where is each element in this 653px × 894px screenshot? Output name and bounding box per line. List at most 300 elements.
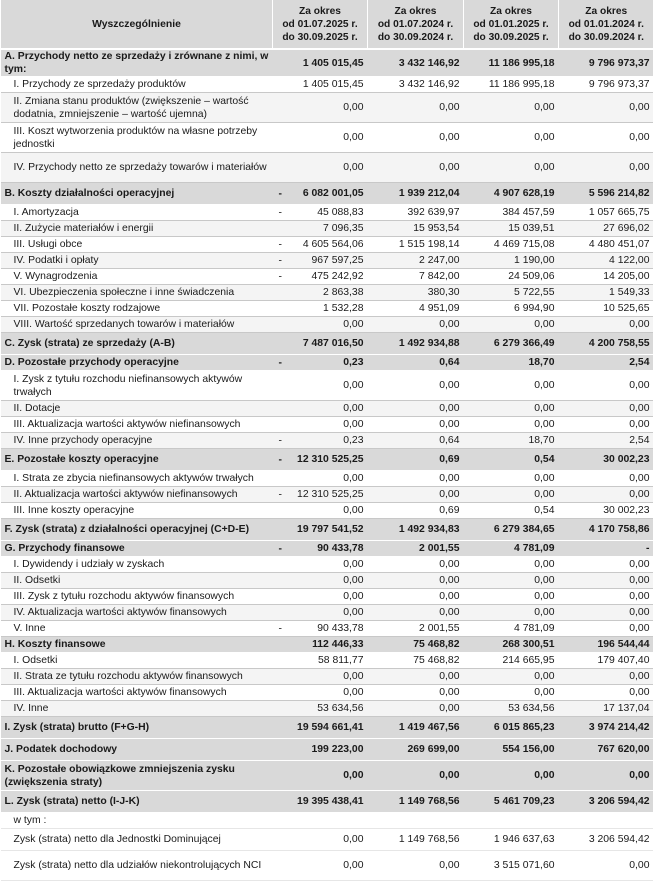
value-text: 380,30 — [427, 287, 460, 298]
value-text: 0,00 — [629, 473, 650, 484]
row-label: Zysk (strata) netto dla udziałów niekontrolujących NCI — [1, 851, 273, 881]
value-text: 0,00 — [534, 403, 555, 414]
table-row — [1, 205, 653, 221]
value-text: 0,00 — [343, 162, 364, 173]
header-period-9m-2024: Za okres od 01.01.2024 r. do 30.09.2024 r. — [559, 0, 653, 49]
value-text: 0,00 — [629, 380, 650, 391]
value-text: 6 279 384,65 — [493, 524, 555, 535]
value-cell — [273, 355, 368, 371]
row-label: G. Przychody finansowe — [1, 541, 273, 557]
value-text: 30 002,23 — [603, 505, 650, 516]
value-text: 7 842,00 — [419, 271, 460, 282]
row-label: I. Zysk z tytułu rozchodu niefinansowych aktywów trwałych — [1, 371, 273, 401]
value-text: 1 492 934,88 — [398, 338, 460, 349]
minus-sign: - — [278, 239, 282, 250]
value-cell — [273, 433, 368, 449]
value-text: 0,00 — [629, 132, 650, 143]
value-cell — [368, 653, 464, 669]
row-label: VII. Pozostałe koszty rodzajowe — [1, 301, 273, 317]
value-cell — [368, 471, 464, 487]
value-text: 0,00 — [534, 473, 555, 484]
value-cell — [273, 417, 368, 433]
value-cell — [368, 519, 464, 541]
value-text: 0,00 — [343, 860, 364, 871]
value-cell — [464, 503, 559, 519]
value-cell — [464, 701, 559, 717]
value-cell — [273, 123, 368, 153]
value-text: 0,00 — [343, 575, 364, 586]
value-cell — [368, 355, 464, 371]
value-text: 19 797 541,52 — [297, 524, 364, 535]
section-row — [1, 183, 653, 205]
value-cell — [464, 269, 559, 285]
value-cell — [559, 49, 653, 77]
value-text: 19 594 661,41 — [297, 722, 364, 733]
value-text: 2 247,00 — [419, 255, 460, 266]
value-cell — [559, 333, 653, 355]
value-text: 0,00 — [439, 575, 460, 586]
value-cell — [273, 717, 368, 739]
value-text: 0,00 — [534, 419, 555, 430]
value-text: 0,00 — [343, 834, 364, 845]
value-text: 0,00 — [534, 559, 555, 570]
value-text: 0,00 — [343, 671, 364, 682]
row-label: II. Zużycie materiałów i energii — [1, 221, 273, 237]
value-text: 1 057 665,75 — [588, 207, 650, 218]
value-cell — [559, 701, 653, 717]
value-cell — [464, 717, 559, 739]
value-text: 15 953,54 — [413, 223, 460, 234]
value-text: 3 206 594,42 — [588, 834, 650, 845]
value-cell — [368, 123, 464, 153]
value-cell — [559, 417, 653, 433]
table-row — [1, 417, 653, 433]
value-text: 53 634,56 — [508, 703, 555, 714]
value-text: 0,69 — [439, 454, 460, 465]
value-cell — [368, 153, 464, 183]
row-label: A. Przychody netto ze sprzedaży i zrównane z nimi, w tym: — [1, 49, 273, 77]
value-text: 1 190,00 — [514, 255, 555, 266]
value-cell — [368, 829, 464, 851]
value-cell — [368, 183, 464, 205]
value-text: 1 515 198,14 — [398, 239, 460, 250]
row-label: II. Dotacje — [1, 401, 273, 417]
value-cell — [464, 685, 559, 701]
value-cell — [464, 637, 559, 653]
table-row — [1, 371, 653, 401]
value-cell — [368, 285, 464, 301]
row-label: IV. Inne przychody operacyjne — [1, 433, 273, 449]
value-text: 0,00 — [629, 489, 650, 500]
value-text: 1 939 212,04 — [398, 188, 460, 199]
value-cell — [559, 471, 653, 487]
value-text: 2,54 — [629, 357, 650, 368]
section-row — [1, 739, 653, 761]
value-text: 0,00 — [629, 671, 650, 682]
minus-sign: - — [278, 255, 282, 266]
value-cell — [559, 77, 653, 93]
table-row — [1, 285, 653, 301]
value-cell — [559, 573, 653, 589]
value-cell — [273, 621, 368, 637]
value-text: 1 946 637,63 — [493, 834, 555, 845]
value-cell — [273, 573, 368, 589]
value-text: 384 457,59 — [502, 207, 555, 218]
value-text: 1 405 015,45 — [302, 57, 364, 69]
value-cell — [368, 701, 464, 717]
table-row — [1, 589, 653, 605]
row-label: IV. Podatki i opłaty — [1, 253, 273, 269]
value-text: 0,00 — [534, 607, 555, 618]
header-period-q3-2024: Za okres od 01.07.2024 r. do 30.09.2024 r. — [368, 0, 464, 49]
value-text: 0,00 — [343, 687, 364, 698]
row-label: E. Pozostałe koszty operacyjne — [1, 449, 273, 471]
row-label: III. Usługi obce — [1, 237, 273, 253]
value-text: 19 395 438,41 — [297, 796, 364, 807]
value-cell — [273, 829, 368, 851]
row-label: I. Odsetki — [1, 653, 273, 669]
value-text: 179 407,40 — [597, 655, 650, 666]
value-text: - — [646, 543, 650, 554]
value-cell — [368, 637, 464, 653]
value-text: 30 002,23 — [603, 454, 650, 465]
value-cell — [273, 269, 368, 285]
value-text: 3 432 146,92 — [398, 57, 460, 69]
value-text: 0,00 — [439, 403, 460, 414]
value-text: 2 001,55 — [419, 623, 460, 634]
value-text: 12 310 525,25 — [297, 454, 364, 465]
value-cell — [368, 487, 464, 503]
value-text: 9 796 973,37 — [588, 79, 650, 90]
value-text: 1 419 467,56 — [398, 722, 460, 733]
row-label: III. Aktualizacja wartości aktywów niefinansowych — [1, 417, 273, 433]
value-cell — [464, 333, 559, 355]
value-cell — [273, 503, 368, 519]
value-text: 2 001,55 — [419, 543, 460, 554]
value-cell — [368, 813, 464, 829]
row-label: III. Aktualizacja wartości aktywów finansowych — [1, 685, 273, 701]
value-cell — [368, 401, 464, 417]
value-cell — [559, 221, 653, 237]
value-text: 0,00 — [343, 473, 364, 484]
value-cell — [368, 417, 464, 433]
value-text: 3 206 594,42 — [588, 796, 650, 807]
row-label: IV. Przychody netto ze sprzedaży towarów i materiałów — [1, 153, 273, 183]
value-text: 0,00 — [343, 319, 364, 330]
value-text: 0,00 — [629, 770, 650, 781]
table-row — [1, 221, 653, 237]
value-text: 0,00 — [439, 132, 460, 143]
value-text: 0,00 — [534, 162, 555, 173]
value-text: 11 186 995,18 — [488, 79, 555, 90]
header-row — [1, 0, 653, 49]
value-text: 1 549,33 — [609, 287, 650, 298]
section-row — [1, 791, 653, 813]
row-label: II. Aktualizacja wartości aktywów niefinansowych — [1, 487, 273, 503]
value-cell — [559, 269, 653, 285]
value-text: 0,00 — [343, 607, 364, 618]
table-row — [1, 669, 653, 685]
row-label: I. Dywidendy i udziały w zyskach — [1, 557, 273, 573]
value-cell — [464, 301, 559, 317]
minus-sign: - — [278, 207, 282, 218]
value-cell — [464, 253, 559, 269]
value-cell — [559, 851, 653, 881]
value-text: 0,23 — [343, 435, 364, 446]
value-text: 0,00 — [343, 770, 364, 781]
value-cell — [464, 557, 559, 573]
table-row — [1, 237, 653, 253]
value-cell — [559, 637, 653, 653]
value-cell — [559, 653, 653, 669]
value-cell — [368, 851, 464, 881]
value-text: 0,00 — [629, 162, 650, 173]
table-row — [1, 813, 653, 829]
value-text: 0,00 — [439, 703, 460, 714]
value-text: 0,00 — [534, 102, 555, 113]
value-cell — [559, 669, 653, 685]
value-text: 0,00 — [629, 102, 650, 113]
table-row — [1, 269, 653, 285]
value-cell — [464, 401, 559, 417]
value-text: 3 515 071,60 — [493, 860, 555, 871]
table-row — [1, 701, 653, 717]
value-text: 24 509,06 — [508, 271, 555, 282]
row-label: III. Inne koszty operacyjne — [1, 503, 273, 519]
value-text: 90 433,78 — [317, 543, 364, 554]
value-cell — [464, 285, 559, 301]
value-cell — [368, 205, 464, 221]
value-text: 0,00 — [439, 591, 460, 602]
value-cell — [368, 541, 464, 557]
section-row — [1, 761, 653, 791]
value-text: 269 699,00 — [407, 744, 460, 755]
value-cell — [368, 371, 464, 401]
table-row — [1, 153, 653, 183]
value-text: 90 433,78 — [317, 623, 364, 634]
value-cell — [273, 605, 368, 621]
value-cell — [464, 851, 559, 881]
value-cell — [368, 93, 464, 123]
value-text: 45 088,83 — [317, 207, 364, 218]
value-cell — [559, 605, 653, 621]
value-text: 0,00 — [629, 607, 650, 618]
table-row — [1, 851, 653, 881]
value-cell — [559, 519, 653, 541]
value-cell — [273, 371, 368, 401]
value-text: 0,00 — [629, 623, 650, 634]
value-cell — [368, 685, 464, 701]
minus-sign: - — [278, 271, 282, 282]
value-cell — [273, 851, 368, 881]
value-cell — [559, 153, 653, 183]
value-cell — [559, 541, 653, 557]
value-text: 75 468,82 — [413, 639, 460, 650]
value-cell — [368, 253, 464, 269]
value-cell — [464, 371, 559, 401]
table-row — [1, 471, 653, 487]
row-label: Zysk (strata) netto dla Jednostki Dominującej — [1, 829, 273, 851]
row-label: V. Inne — [1, 621, 273, 637]
value-cell — [368, 573, 464, 589]
value-cell — [559, 205, 653, 221]
table-row — [1, 93, 653, 123]
value-cell — [559, 589, 653, 605]
value-cell — [368, 761, 464, 791]
value-text: 0,00 — [629, 419, 650, 430]
table-row — [1, 685, 653, 701]
value-text: 0,54 — [534, 505, 555, 516]
value-cell — [368, 49, 464, 77]
row-label: II. Zmiana stanu produktów (zwiększenie – wartość dodatnia, zmniejszenie – wartość ujemna) — [1, 93, 273, 123]
value-cell — [559, 717, 653, 739]
table-row — [1, 301, 653, 317]
value-text: 4 781,09 — [514, 623, 555, 634]
value-cell — [368, 557, 464, 573]
value-cell — [368, 739, 464, 761]
table-row — [1, 487, 653, 503]
value-text: 0,23 — [343, 357, 364, 368]
value-text: 17 137,04 — [603, 703, 650, 714]
value-text: 1 492 934,83 — [398, 524, 460, 535]
value-text: 4 170 758,86 — [588, 524, 650, 535]
value-text: 75 468,82 — [413, 655, 460, 666]
value-cell — [559, 285, 653, 301]
value-cell — [273, 637, 368, 653]
value-text: 14 205,00 — [603, 271, 650, 282]
value-text: 5 596 214,82 — [588, 188, 650, 199]
value-text: 0,00 — [534, 687, 555, 698]
value-text: 0,00 — [534, 770, 555, 781]
value-cell — [559, 317, 653, 333]
table-row — [1, 605, 653, 621]
value-text: 7 487 016,50 — [302, 338, 364, 349]
value-cell — [273, 153, 368, 183]
value-text: 0,00 — [629, 319, 650, 330]
value-cell — [273, 253, 368, 269]
section-row — [1, 717, 653, 739]
section-row — [1, 519, 653, 541]
value-text: 0,00 — [629, 591, 650, 602]
value-cell — [368, 669, 464, 685]
value-text: 0,00 — [439, 319, 460, 330]
value-text: 0,00 — [439, 419, 460, 430]
value-cell — [464, 93, 559, 123]
minus-sign: - — [278, 357, 282, 368]
value-text: 2 863,38 — [323, 287, 364, 298]
value-text: 0,00 — [439, 607, 460, 618]
value-text: 196 544,44 — [597, 639, 650, 650]
value-cell — [464, 653, 559, 669]
value-cell — [273, 761, 368, 791]
value-cell — [273, 541, 368, 557]
value-cell — [464, 669, 559, 685]
value-cell — [368, 791, 464, 813]
value-cell — [368, 237, 464, 253]
value-text: 0,00 — [439, 162, 460, 173]
value-text: 0,00 — [534, 319, 555, 330]
value-cell — [273, 317, 368, 333]
value-cell — [368, 449, 464, 471]
value-text: 0,00 — [534, 489, 555, 500]
value-text: 12 310 525,25 — [297, 489, 364, 500]
section-row — [1, 541, 653, 557]
value-text: 268 300,51 — [502, 639, 555, 650]
minus-sign: - — [278, 454, 282, 465]
value-cell — [273, 791, 368, 813]
value-cell — [464, 449, 559, 471]
value-text: 475 242,92 — [311, 271, 364, 282]
value-cell — [464, 183, 559, 205]
value-cell — [464, 589, 559, 605]
value-cell — [464, 791, 559, 813]
section-row — [1, 49, 653, 77]
value-text: 0,00 — [343, 591, 364, 602]
minus-sign: - — [278, 543, 282, 554]
value-text: 0,00 — [629, 687, 650, 698]
value-text: 0,54 — [534, 454, 555, 465]
value-cell — [368, 503, 464, 519]
table-row — [1, 401, 653, 417]
row-label: K. Pozostałe obowiązkowe zmniejszenia zysku (zwiększenia straty) — [1, 761, 273, 791]
value-text: 0,69 — [439, 505, 460, 516]
minus-sign: - — [278, 623, 282, 634]
value-cell — [273, 285, 368, 301]
value-text: 1 149 768,56 — [398, 834, 460, 845]
value-cell — [273, 401, 368, 417]
value-cell — [559, 557, 653, 573]
value-text: 15 039,51 — [508, 223, 555, 234]
value-cell — [559, 487, 653, 503]
value-cell — [368, 301, 464, 317]
value-cell — [464, 221, 559, 237]
value-text: 3 432 146,92 — [398, 79, 460, 90]
value-text: 0,00 — [534, 132, 555, 143]
value-cell — [273, 669, 368, 685]
minus-sign: - — [278, 435, 282, 446]
minus-sign: - — [278, 489, 282, 500]
value-text: 4 781,09 — [514, 543, 555, 554]
table-row — [1, 123, 653, 153]
value-cell — [464, 123, 559, 153]
value-cell — [273, 221, 368, 237]
value-cell — [464, 621, 559, 637]
value-cell — [464, 519, 559, 541]
value-text: 0,00 — [343, 559, 364, 570]
row-label: III. Zysk z tytułu rozchodu aktywów finansowych — [1, 589, 273, 605]
value-cell — [559, 503, 653, 519]
row-label: V. Wynagrodzenia — [1, 269, 273, 285]
value-text: 0,00 — [439, 489, 460, 500]
value-cell — [273, 739, 368, 761]
value-cell — [559, 93, 653, 123]
value-text: 0,00 — [343, 403, 364, 414]
value-text: 0,00 — [439, 102, 460, 113]
row-label: J. Podatek dochodowy — [1, 739, 273, 761]
value-cell — [464, 417, 559, 433]
value-cell — [368, 605, 464, 621]
value-cell — [273, 301, 368, 317]
value-cell — [273, 813, 368, 829]
value-cell — [559, 371, 653, 401]
table-row — [1, 653, 653, 669]
header-description: Wyszczególnienie — [1, 0, 273, 49]
row-label: III. Koszt wytworzenia produktów na własne potrzeby jednostki — [1, 123, 273, 153]
value-text: 0,00 — [629, 860, 650, 871]
value-cell — [559, 401, 653, 417]
row-label: D. Pozostałe przychody operacyjne — [1, 355, 273, 371]
row-label: IV. Aktualizacja wartości aktywów finansowych — [1, 605, 273, 621]
